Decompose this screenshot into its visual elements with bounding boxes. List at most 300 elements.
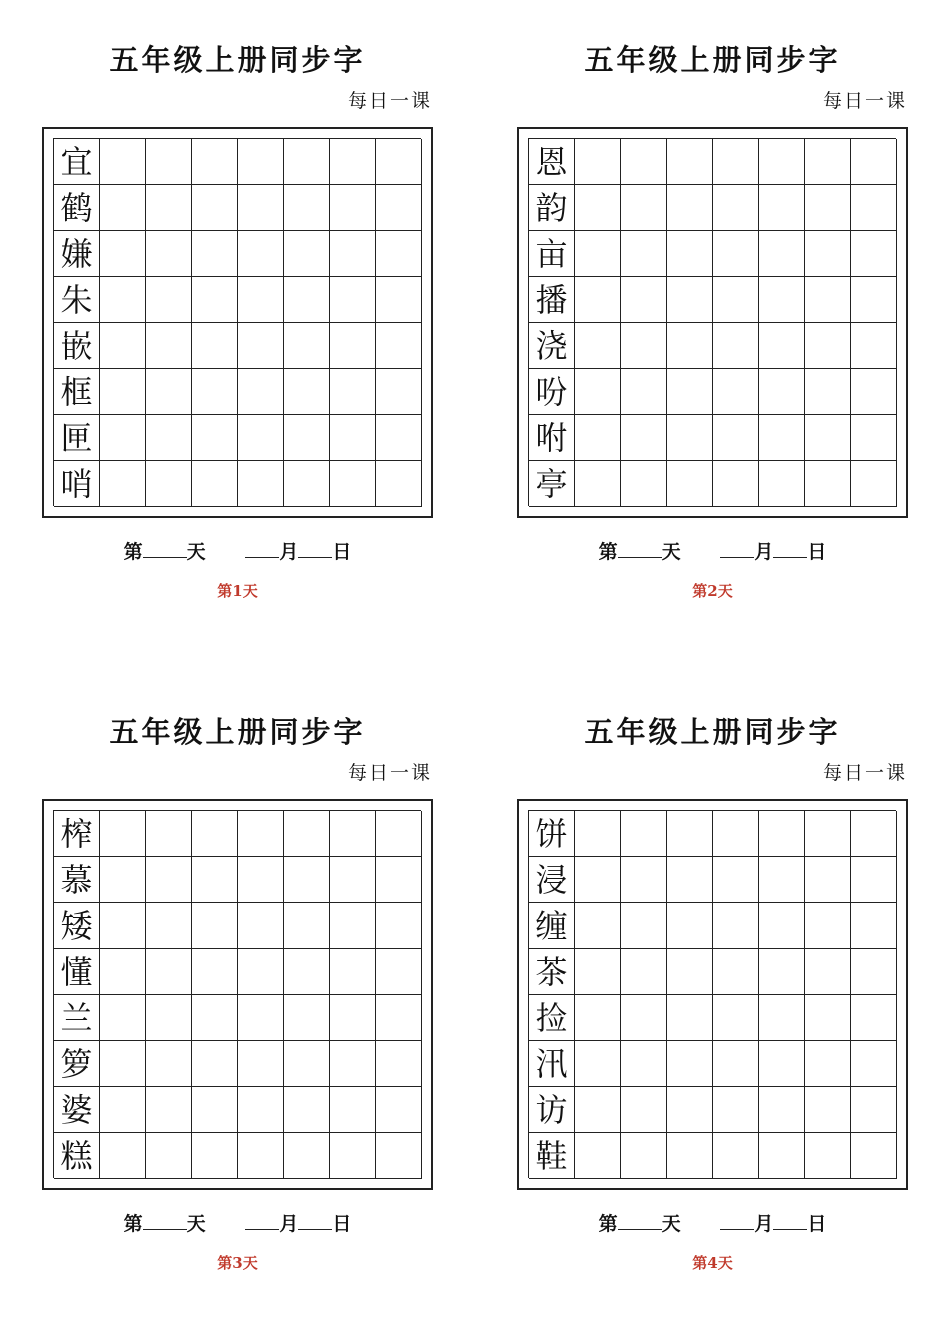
practice-cell[interactable] xyxy=(192,995,238,1041)
model-character-cell: 鹤 xyxy=(54,185,100,231)
date-prefix: 第 xyxy=(598,541,618,563)
model-character-cell: 宜 xyxy=(54,139,100,185)
practice-panel xyxy=(0,672,475,1344)
practice-cell[interactable] xyxy=(805,1087,851,1133)
practice-cell[interactable] xyxy=(621,1133,667,1179)
practice-cell[interactable] xyxy=(330,903,376,949)
practice-cell[interactable] xyxy=(330,231,376,277)
practice-cell[interactable] xyxy=(851,857,897,903)
date-day-word: 天 xyxy=(186,541,206,563)
practice-cell[interactable] xyxy=(713,277,759,323)
practice-cell[interactable] xyxy=(759,323,805,369)
panel-subtitle: 每日一课 xyxy=(822,90,907,112)
practice-cell[interactable] xyxy=(100,1041,146,1087)
practice-cell[interactable] xyxy=(621,903,667,949)
practice-cell[interactable] xyxy=(759,949,805,995)
practice-cell[interactable] xyxy=(759,461,805,507)
practice-cell[interactable] xyxy=(284,857,330,903)
month-blank[interactable] xyxy=(720,539,754,558)
practice-cell[interactable] xyxy=(667,461,713,507)
practice-cell[interactable] xyxy=(713,811,759,857)
practice-cell[interactable] xyxy=(759,1087,805,1133)
practice-cell[interactable] xyxy=(575,277,621,323)
practice-cell[interactable] xyxy=(621,277,667,323)
practice-cell[interactable] xyxy=(238,461,284,507)
model-character-cell: 朱 xyxy=(54,277,100,323)
practice-cell[interactable] xyxy=(851,139,897,185)
practice-cell[interactable] xyxy=(192,1133,238,1179)
practice-cell[interactable] xyxy=(667,903,713,949)
practice-cell[interactable] xyxy=(851,1041,897,1087)
day-label: 第1天 xyxy=(217,582,258,600)
practice-cell[interactable] xyxy=(851,185,897,231)
date-date-word: 日 xyxy=(332,1213,352,1235)
practice-cell[interactable] xyxy=(575,811,621,857)
model-character-cell: 汛 xyxy=(529,1041,575,1087)
writing-grid-frame xyxy=(517,799,908,1190)
month-blank[interactable] xyxy=(245,1211,279,1230)
model-character-cell: 吩 xyxy=(529,369,575,415)
practice-cell[interactable] xyxy=(192,949,238,995)
practice-cell[interactable] xyxy=(805,323,851,369)
practice-cell[interactable] xyxy=(713,1041,759,1087)
practice-cell[interactable] xyxy=(575,231,621,277)
practice-cell[interactable] xyxy=(667,277,713,323)
practice-cell[interactable] xyxy=(146,461,192,507)
practice-cell[interactable] xyxy=(667,949,713,995)
practice-cell[interactable] xyxy=(330,461,376,507)
practice-cell[interactable] xyxy=(238,1133,284,1179)
model-character-cell: 鞋 xyxy=(529,1133,575,1179)
practice-cell[interactable] xyxy=(284,949,330,995)
practice-cell[interactable] xyxy=(575,903,621,949)
practice-cell[interactable] xyxy=(713,995,759,1041)
practice-cell[interactable] xyxy=(146,369,192,415)
practice-cell[interactable] xyxy=(851,949,897,995)
practice-cell[interactable] xyxy=(667,995,713,1041)
practice-cell[interactable] xyxy=(238,949,284,995)
practice-cell[interactable] xyxy=(284,277,330,323)
practice-cell[interactable] xyxy=(376,1041,422,1087)
practice-cell[interactable] xyxy=(100,811,146,857)
practice-cell[interactable] xyxy=(146,949,192,995)
practice-cell[interactable] xyxy=(575,1087,621,1133)
practice-cell[interactable] xyxy=(330,185,376,231)
practice-cell[interactable] xyxy=(146,231,192,277)
practice-cell[interactable] xyxy=(667,811,713,857)
practice-cell[interactable] xyxy=(192,1041,238,1087)
practice-cell[interactable] xyxy=(759,1041,805,1087)
practice-cell[interactable] xyxy=(146,811,192,857)
practice-cell[interactable] xyxy=(759,277,805,323)
writing-grid xyxy=(53,138,421,506)
practice-cell[interactable] xyxy=(146,415,192,461)
practice-cell[interactable] xyxy=(759,995,805,1041)
practice-cell[interactable] xyxy=(575,139,621,185)
practice-cell[interactable] xyxy=(621,185,667,231)
practice-cell[interactable] xyxy=(759,811,805,857)
model-character-cell: 榨 xyxy=(54,811,100,857)
practice-cell[interactable] xyxy=(851,277,897,323)
practice-cell[interactable] xyxy=(713,231,759,277)
practice-cell[interactable] xyxy=(238,231,284,277)
practice-cell[interactable] xyxy=(575,1133,621,1179)
practice-cell[interactable] xyxy=(238,185,284,231)
practice-cell[interactable] xyxy=(851,811,897,857)
practice-cell[interactable] xyxy=(805,1041,851,1087)
practice-cell[interactable] xyxy=(759,857,805,903)
practice-cell[interactable] xyxy=(621,995,667,1041)
practice-cell[interactable] xyxy=(192,1087,238,1133)
practice-cell[interactable] xyxy=(376,461,422,507)
practice-cell[interactable] xyxy=(759,369,805,415)
practice-cell[interactable] xyxy=(376,277,422,323)
practice-cell[interactable] xyxy=(713,949,759,995)
practice-cell[interactable] xyxy=(667,415,713,461)
practice-cell[interactable] xyxy=(667,185,713,231)
practice-cell[interactable] xyxy=(284,811,330,857)
practice-cell[interactable] xyxy=(100,323,146,369)
practice-cell[interactable] xyxy=(575,857,621,903)
practice-cell[interactable] xyxy=(284,1133,330,1179)
date-blank[interactable] xyxy=(298,1211,332,1230)
date-month-word: 月 xyxy=(754,1213,774,1235)
practice-cell[interactable] xyxy=(621,139,667,185)
practice-cell[interactable] xyxy=(376,231,422,277)
date-day-word: 天 xyxy=(661,1213,681,1235)
practice-cell[interactable] xyxy=(146,185,192,231)
practice-cell[interactable] xyxy=(146,995,192,1041)
practice-panel xyxy=(475,0,950,672)
practice-cell[interactable] xyxy=(376,995,422,1041)
practice-cell[interactable] xyxy=(100,461,146,507)
practice-cell[interactable] xyxy=(330,277,376,323)
practice-cell[interactable] xyxy=(575,415,621,461)
practice-cell[interactable] xyxy=(759,903,805,949)
practice-cell[interactable] xyxy=(621,1041,667,1087)
practice-cell[interactable] xyxy=(238,277,284,323)
model-character-cell: 浇 xyxy=(529,323,575,369)
practice-cell[interactable] xyxy=(330,1133,376,1179)
practice-cell[interactable] xyxy=(759,139,805,185)
practice-cell[interactable] xyxy=(851,231,897,277)
date-line xyxy=(0,1209,475,1236)
model-character-cell: 亩 xyxy=(529,231,575,277)
panel-title: 五年级上册同步字 xyxy=(584,715,841,749)
practice-cell[interactable] xyxy=(284,903,330,949)
practice-cell[interactable] xyxy=(575,323,621,369)
practice-cell[interactable] xyxy=(759,185,805,231)
practice-cell[interactable] xyxy=(284,323,330,369)
practice-cell[interactable] xyxy=(759,1133,805,1179)
practice-cell[interactable] xyxy=(805,857,851,903)
practice-cell[interactable] xyxy=(192,811,238,857)
practice-cell[interactable] xyxy=(238,1041,284,1087)
date-blank[interactable] xyxy=(773,1211,807,1230)
practice-cell[interactable] xyxy=(759,231,805,277)
practice-cell[interactable] xyxy=(376,903,422,949)
practice-cell[interactable] xyxy=(851,1087,897,1133)
practice-cell[interactable] xyxy=(667,139,713,185)
practice-cell[interactable] xyxy=(284,415,330,461)
date-day-word: 天 xyxy=(186,1213,206,1235)
practice-cell[interactable] xyxy=(575,949,621,995)
practice-cell[interactable] xyxy=(667,1041,713,1087)
practice-cell[interactable] xyxy=(621,949,667,995)
practice-cell[interactable] xyxy=(100,185,146,231)
practice-cell[interactable] xyxy=(146,857,192,903)
month-blank[interactable] xyxy=(245,539,279,558)
practice-cell[interactable] xyxy=(146,903,192,949)
practice-cell[interactable] xyxy=(621,231,667,277)
model-character-cell: 亭 xyxy=(529,461,575,507)
practice-cell[interactable] xyxy=(100,369,146,415)
practice-cell[interactable] xyxy=(621,323,667,369)
practice-cell[interactable] xyxy=(330,415,376,461)
practice-cell[interactable] xyxy=(238,995,284,1041)
practice-cell[interactable] xyxy=(851,1133,897,1179)
writing-grid-frame xyxy=(517,127,908,518)
practice-cell[interactable] xyxy=(851,415,897,461)
practice-cell[interactable] xyxy=(713,857,759,903)
practice-cell[interactable] xyxy=(100,415,146,461)
practice-cell[interactable] xyxy=(284,1041,330,1087)
practice-cell[interactable] xyxy=(284,995,330,1041)
practice-cell[interactable] xyxy=(621,857,667,903)
practice-cell[interactable] xyxy=(376,369,422,415)
practice-cell[interactable] xyxy=(238,1087,284,1133)
practice-cell[interactable] xyxy=(376,857,422,903)
date-prefix: 第 xyxy=(123,1213,143,1235)
practice-cell[interactable] xyxy=(759,415,805,461)
practice-cell[interactable] xyxy=(713,461,759,507)
practice-cell[interactable] xyxy=(284,139,330,185)
practice-cell[interactable] xyxy=(667,1087,713,1133)
practice-cell[interactable] xyxy=(238,415,284,461)
practice-cell[interactable] xyxy=(805,185,851,231)
model-character-cell: 浸 xyxy=(529,857,575,903)
practice-cell[interactable] xyxy=(238,811,284,857)
writing-grid xyxy=(53,810,421,1178)
practice-cell[interactable] xyxy=(851,995,897,1041)
practice-cell[interactable] xyxy=(100,995,146,1041)
practice-cell[interactable] xyxy=(100,231,146,277)
practice-cell[interactable] xyxy=(330,1087,376,1133)
date-date-word: 日 xyxy=(807,541,827,563)
practice-cell[interactable] xyxy=(805,1133,851,1179)
practice-cell[interactable] xyxy=(713,1133,759,1179)
day-label: 第3天 xyxy=(217,1254,258,1272)
writing-grid-frame xyxy=(42,127,433,518)
practice-cell[interactable] xyxy=(376,1133,422,1179)
practice-cell[interactable] xyxy=(192,323,238,369)
practice-cell[interactable] xyxy=(284,1087,330,1133)
date-prefix: 第 xyxy=(598,1213,618,1235)
practice-cell[interactable] xyxy=(805,949,851,995)
practice-cell[interactable] xyxy=(100,1087,146,1133)
practice-cell[interactable] xyxy=(713,903,759,949)
practice-cell[interactable] xyxy=(667,323,713,369)
practice-cell[interactable] xyxy=(192,231,238,277)
practice-cell[interactable] xyxy=(330,857,376,903)
practice-cell[interactable] xyxy=(713,139,759,185)
model-character-cell: 饼 xyxy=(529,811,575,857)
date-line xyxy=(475,537,950,564)
practice-cell[interactable] xyxy=(713,323,759,369)
practice-cell[interactable] xyxy=(621,415,667,461)
model-character-cell: 箩 xyxy=(54,1041,100,1087)
practice-cell[interactable] xyxy=(667,1133,713,1179)
practice-cell[interactable] xyxy=(376,949,422,995)
date-date-word: 日 xyxy=(807,1213,827,1235)
practice-cell[interactable] xyxy=(146,139,192,185)
practice-cell[interactable] xyxy=(192,857,238,903)
model-character-cell: 兰 xyxy=(54,995,100,1041)
practice-cell[interactable] xyxy=(238,139,284,185)
practice-cell[interactable] xyxy=(805,139,851,185)
practice-cell[interactable] xyxy=(284,369,330,415)
practice-cell[interactable] xyxy=(805,903,851,949)
date-month-word: 月 xyxy=(279,1213,299,1235)
practice-cell[interactable] xyxy=(376,1087,422,1133)
practice-cell[interactable] xyxy=(713,415,759,461)
model-character-cell: 恩 xyxy=(529,139,575,185)
practice-cell[interactable] xyxy=(575,461,621,507)
practice-cell[interactable] xyxy=(805,277,851,323)
practice-cell[interactable] xyxy=(100,903,146,949)
practice-panel xyxy=(0,0,475,672)
practice-cell[interactable] xyxy=(713,369,759,415)
model-character-cell: 嵌 xyxy=(54,323,100,369)
practice-cell[interactable] xyxy=(713,185,759,231)
day-blank[interactable] xyxy=(143,539,187,558)
practice-cell[interactable] xyxy=(621,461,667,507)
date-month-word: 月 xyxy=(754,541,774,563)
practice-cell[interactable] xyxy=(100,949,146,995)
practice-cell[interactable] xyxy=(100,277,146,323)
practice-cell[interactable] xyxy=(192,461,238,507)
practice-cell[interactable] xyxy=(284,231,330,277)
practice-cell[interactable] xyxy=(330,1041,376,1087)
writing-grid-frame xyxy=(42,799,433,1190)
practice-cell[interactable] xyxy=(575,369,621,415)
model-character-cell: 捡 xyxy=(529,995,575,1041)
practice-cell[interactable] xyxy=(376,323,422,369)
model-character-cell: 韵 xyxy=(529,185,575,231)
practice-cell[interactable] xyxy=(192,903,238,949)
date-line xyxy=(0,537,475,564)
practice-cell[interactable] xyxy=(667,369,713,415)
practice-cell[interactable] xyxy=(575,995,621,1041)
practice-cell[interactable] xyxy=(330,995,376,1041)
practice-cell[interactable] xyxy=(851,369,897,415)
practice-cell[interactable] xyxy=(376,139,422,185)
practice-cell[interactable] xyxy=(192,185,238,231)
practice-cell[interactable] xyxy=(238,323,284,369)
practice-cell[interactable] xyxy=(238,903,284,949)
practice-cell[interactable] xyxy=(851,323,897,369)
model-character-cell: 嫌 xyxy=(54,231,100,277)
day-label: 第4天 xyxy=(692,1254,733,1272)
practice-cell[interactable] xyxy=(192,139,238,185)
practice-cell[interactable] xyxy=(284,461,330,507)
model-character-cell: 哨 xyxy=(54,461,100,507)
practice-cell[interactable] xyxy=(100,857,146,903)
practice-cell[interactable] xyxy=(713,1087,759,1133)
model-character-cell: 访 xyxy=(529,1087,575,1133)
practice-cell[interactable] xyxy=(805,369,851,415)
practice-cell[interactable] xyxy=(146,277,192,323)
practice-panel xyxy=(475,672,950,1344)
practice-cell[interactable] xyxy=(621,1087,667,1133)
writing-grid xyxy=(528,138,896,506)
practice-cell[interactable] xyxy=(851,903,897,949)
practice-cell[interactable] xyxy=(805,415,851,461)
practice-cell[interactable] xyxy=(575,1041,621,1087)
date-blank[interactable] xyxy=(773,539,807,558)
practice-cell[interactable] xyxy=(146,1133,192,1179)
practice-cell[interactable] xyxy=(805,461,851,507)
panel-subtitle: 每日一课 xyxy=(347,762,432,784)
practice-cell[interactable] xyxy=(805,995,851,1041)
practice-cell[interactable] xyxy=(805,811,851,857)
practice-cell[interactable] xyxy=(376,811,422,857)
practice-cell[interactable] xyxy=(100,1133,146,1179)
practice-cell[interactable] xyxy=(805,231,851,277)
practice-cell[interactable] xyxy=(238,857,284,903)
practice-cell[interactable] xyxy=(330,949,376,995)
practice-cell[interactable] xyxy=(330,323,376,369)
date-day-word: 天 xyxy=(661,541,681,563)
date-blank[interactable] xyxy=(298,539,332,558)
practice-cell[interactable] xyxy=(330,139,376,185)
practice-cell[interactable] xyxy=(575,185,621,231)
day-blank[interactable] xyxy=(143,1211,187,1230)
practice-cell[interactable] xyxy=(284,185,330,231)
practice-cell[interactable] xyxy=(667,231,713,277)
day-blank[interactable] xyxy=(618,1211,662,1230)
date-date-word: 日 xyxy=(332,541,352,563)
date-line xyxy=(475,1209,950,1236)
practice-cell[interactable] xyxy=(376,185,422,231)
panel-subtitle: 每日一课 xyxy=(347,90,432,112)
practice-cell[interactable] xyxy=(100,139,146,185)
day-blank[interactable] xyxy=(618,539,662,558)
month-blank[interactable] xyxy=(720,1211,754,1230)
practice-cell[interactable] xyxy=(192,415,238,461)
practice-cell[interactable] xyxy=(146,323,192,369)
practice-cell[interactable] xyxy=(621,811,667,857)
practice-cell[interactable] xyxy=(238,369,284,415)
practice-cell[interactable] xyxy=(192,369,238,415)
model-character-cell: 框 xyxy=(54,369,100,415)
panel-subtitle: 每日一课 xyxy=(822,762,907,784)
model-character-cell: 矮 xyxy=(54,903,100,949)
practice-cell[interactable] xyxy=(192,277,238,323)
practice-cell[interactable] xyxy=(851,461,897,507)
day-label: 第2天 xyxy=(692,582,733,600)
practice-cell[interactable] xyxy=(330,811,376,857)
practice-cell[interactable] xyxy=(146,1087,192,1133)
practice-cell[interactable] xyxy=(667,857,713,903)
model-character-cell: 缠 xyxy=(529,903,575,949)
practice-cell[interactable] xyxy=(146,1041,192,1087)
practice-cell[interactable] xyxy=(621,369,667,415)
model-character-cell: 咐 xyxy=(529,415,575,461)
model-character-cell: 婆 xyxy=(54,1087,100,1133)
practice-cell[interactable] xyxy=(330,369,376,415)
practice-cell[interactable] xyxy=(376,415,422,461)
